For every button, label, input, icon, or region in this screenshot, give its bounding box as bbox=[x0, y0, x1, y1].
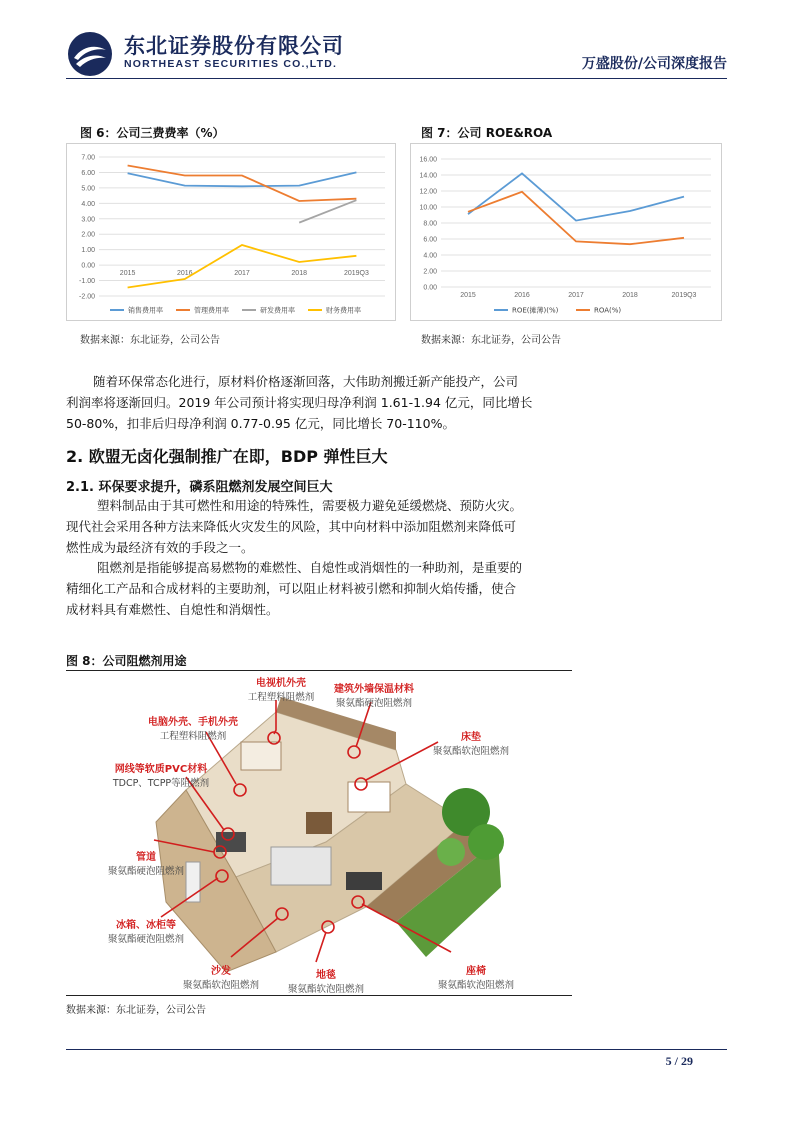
fig7-legend-label: ROE(摊薄)(%) bbox=[512, 306, 559, 315]
report-title: 万盛股份/公司深度报告 bbox=[581, 56, 727, 72]
fig6-legend-label: 研发费用率 bbox=[260, 306, 295, 315]
fig8-title: 图 8：公司阻燃剂用途 bbox=[66, 654, 187, 668]
label-mattress bbox=[416, 728, 526, 757]
fig6-y-tick-label: 2.00 bbox=[81, 231, 95, 239]
fig6-series-line bbox=[128, 245, 357, 288]
fig8-illustration bbox=[66, 672, 572, 994]
fig7-y-tick-label: 14.00 bbox=[419, 172, 437, 180]
fig6-x-tick-label: 2016 bbox=[177, 270, 193, 278]
label-building-insulation bbox=[324, 680, 424, 709]
fig7-x-tick-label: 2015 bbox=[460, 292, 476, 299]
fig7-source: 数据来源：东北证券，公司公告 bbox=[421, 335, 561, 346]
fig6-y-tick-label: 0.00 bbox=[81, 262, 95, 270]
label-red: 网线等软质PVC材料 bbox=[114, 764, 208, 775]
fig6-chart bbox=[66, 143, 396, 321]
fig6-y-tick-label: 6.00 bbox=[81, 169, 95, 177]
fig7-legend-label: ROA(%) bbox=[594, 306, 622, 315]
fig8-source: 数据来源：东北证券，公司公告 bbox=[66, 1005, 206, 1016]
company-name-cn: 东北证券股份有限公司 bbox=[124, 34, 344, 58]
fig7-y-tick-label: 10.00 bbox=[419, 204, 437, 212]
label-red: 建筑外墙保温材料 bbox=[334, 684, 414, 695]
fig6-y-tick-label: 4.00 bbox=[81, 200, 95, 208]
paragraph-1-line: 利润率将逐渐回归。2019 年公司预计将实现归母净利润 1.61-1.94 亿元，同比增长 bbox=[66, 395, 533, 410]
label-red: 电视机外壳 bbox=[256, 678, 306, 689]
fig7-x-tick-label: 2019Q3 bbox=[671, 292, 697, 299]
header-rule bbox=[66, 78, 727, 79]
fig7-series-line bbox=[468, 192, 684, 244]
paragraph-2-line: 现代社会采用各种方法来降低火灾发生的风险，其中向材料中添加阻燃剂来降低可 bbox=[66, 519, 517, 534]
fig8-title-rule bbox=[66, 670, 572, 671]
label-seat bbox=[421, 962, 531, 991]
fig6-x-tick-label: 2019Q3 bbox=[343, 270, 369, 278]
fig6-y-tick-label: 1.00 bbox=[81, 247, 95, 255]
fig6-legend-label: 销售费用率 bbox=[128, 306, 163, 315]
paragraph-2-line: 燃性成为最经济有效的手段之一。 bbox=[66, 540, 254, 555]
paragraph-1 bbox=[66, 371, 572, 434]
fig7-x-tick-label: 2017 bbox=[568, 292, 584, 299]
fig7-y-tick-label: 4.00 bbox=[423, 252, 437, 260]
fig6-y-tick-label: -2.00 bbox=[79, 293, 95, 301]
label-gray: 聚氨酯软泡阻燃剂 bbox=[432, 746, 509, 757]
label-red: 座椅 bbox=[466, 966, 486, 977]
fig7-x-tick-label: 2018 bbox=[622, 292, 638, 299]
label-red: 沙发 bbox=[211, 966, 231, 977]
label-gray: 聚氨酯硬泡阻燃剂 bbox=[107, 866, 184, 877]
label-pvc-cable bbox=[106, 760, 216, 789]
label-computer-phone bbox=[138, 713, 248, 742]
label-gray: 聚氨酯软泡阻燃剂 bbox=[182, 980, 259, 991]
label-gray: 工程塑料阻燃剂 bbox=[159, 731, 227, 742]
fig6-svg bbox=[67, 144, 395, 320]
label-red: 床垫 bbox=[461, 732, 481, 743]
label-red: 地毯 bbox=[316, 970, 336, 981]
label-gray: 工程塑料阻燃剂 bbox=[247, 692, 315, 703]
fig7-svg bbox=[411, 144, 721, 320]
fig6-source: 数据来源：东北证券，公司公告 bbox=[80, 335, 220, 346]
page-number: 5 / 29 bbox=[665, 1054, 693, 1068]
fig6-series-line bbox=[128, 166, 357, 202]
fig6-x-tick-label: 2018 bbox=[291, 270, 307, 278]
paragraph-1-line: 随着环保常态化进行，原材料价格逐渐回落，大伟助剂搬迁新产能投产，公司 bbox=[93, 374, 519, 389]
label-red: 冰箱、冰柜等 bbox=[116, 920, 176, 931]
label-gray: 聚氨酯硬泡阻燃剂 bbox=[107, 934, 184, 945]
fig7-y-tick-label: 0.00 bbox=[423, 284, 437, 292]
fig7-y-tick-label: 2.00 bbox=[423, 268, 437, 276]
fig6-x-tick-label: 2017 bbox=[234, 270, 250, 278]
label-gray: 聚氨酯软泡阻燃剂 bbox=[287, 984, 364, 995]
section-heading-2-1: 2.1. 环保要求提升，磷系阻燃剂发展空间巨大 bbox=[66, 480, 333, 495]
label-fridge bbox=[96, 916, 196, 945]
fig7-y-tick-label: 12.00 bbox=[419, 188, 437, 196]
paragraph-1-line: 50-80%，扣非后归母净利润 0.77-0.95 亿元，同比增长 70-110%。 bbox=[66, 416, 455, 431]
fig7-title: 图 7：公司 ROE&ROA bbox=[421, 126, 553, 140]
label-sofa bbox=[166, 962, 276, 991]
fig6-legend-label: 管理费用率 bbox=[194, 306, 229, 315]
fig6-y-tick-label: 7.00 bbox=[81, 154, 95, 162]
label-gray: 聚氨酯硬泡阻燃剂 bbox=[335, 698, 412, 709]
label-tv-housing bbox=[226, 674, 336, 703]
paragraph-3 bbox=[66, 557, 572, 620]
fig7-y-tick-label: 8.00 bbox=[423, 220, 437, 228]
fig6-series-line bbox=[128, 172, 357, 186]
section-heading-2: 2. 欧盟无卤化强制推广在即，BDP 弹性巨大 bbox=[66, 447, 388, 466]
label-red: 电脑外壳、手机外壳 bbox=[148, 717, 238, 728]
paragraph-2 bbox=[66, 495, 572, 558]
fig6-legend-label: 财务费用率 bbox=[326, 306, 361, 315]
fig7-y-tick-label: 16.00 bbox=[419, 156, 437, 164]
fig7-y-tick-label: 6.00 bbox=[423, 236, 437, 244]
fig7-series-line bbox=[468, 173, 684, 220]
label-red: 管道 bbox=[136, 852, 156, 863]
fig6-y-tick-label: 3.00 bbox=[81, 216, 95, 224]
fig7-x-tick-label: 2016 bbox=[514, 292, 530, 299]
paragraph-3-line: 精细化工产品和合成材料的主要助剂，可以阻止材料被引燃和抑制火焰传播，使合 bbox=[66, 581, 517, 596]
paragraph-3-line: 成材料具有难燃性、自熄性和消烟性。 bbox=[66, 602, 279, 617]
paragraph-3-line: 阻燃剂是指能够提高易燃物的难燃性、自熄性或消烟性的一种助剂，是重要的 bbox=[97, 560, 523, 575]
label-carpet bbox=[271, 966, 381, 995]
logo-emblem bbox=[66, 30, 114, 78]
fig7-chart bbox=[410, 143, 722, 321]
label-pipe bbox=[96, 848, 196, 877]
footer-rule bbox=[66, 1049, 727, 1050]
fig6-x-tick-label: 2015 bbox=[119, 270, 136, 278]
company-name-en: NORTHEAST SECURITIES CO.,LTD. bbox=[124, 58, 338, 70]
fig6-y-tick-label: 5.00 bbox=[81, 185, 95, 193]
fig6-y-tick-label: -1.00 bbox=[79, 278, 95, 286]
paragraph-2-line: 塑料制品由于其可燃性和用途的特殊性，需要极力避免延缓燃烧、预防火灾。 bbox=[97, 498, 523, 513]
company-logo bbox=[66, 30, 114, 78]
fig8-bottom-rule bbox=[66, 995, 572, 996]
label-gray: TDCP、TCPP等阻燃剂 bbox=[112, 778, 210, 789]
fig6-title: 图 6：公司三费费率（%） bbox=[80, 126, 225, 140]
label-gray: 聚氨酯软泡阻燃剂 bbox=[437, 980, 514, 991]
